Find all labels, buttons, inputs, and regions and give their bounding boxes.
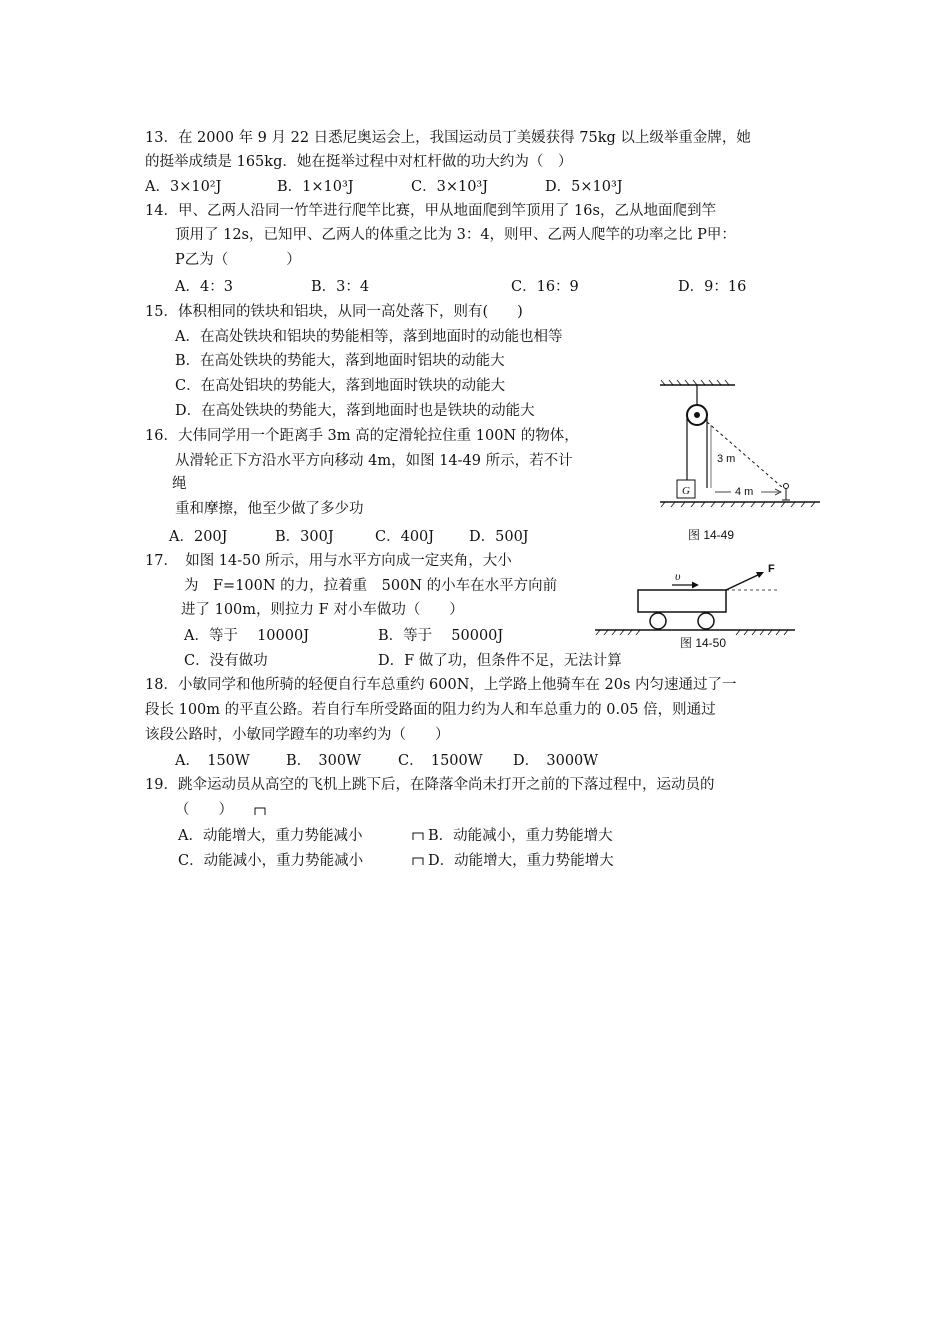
q18-option-a: A． 150W: [175, 753, 250, 769]
q17-option-d: D．F 做了功，但条件不足，无法计算: [378, 653, 622, 669]
q18-stem-line3: 该段公路时，小敏同学蹬车的功率约为（ ）: [145, 727, 450, 743]
q14-stem-line3: P乙为（ ）: [175, 252, 301, 268]
q13-stem-line1: 13．在 2000 年 9 月 22 日悉尼奥运会上，我国运动员丁美媛获得 75kg 以上级举重金牌，她: [145, 130, 751, 146]
q15-option-c: C．在高处铝块的势能大，落到地面时铁块的动能大: [175, 378, 506, 394]
q17-stem-line3: 进了 100m，则拉力 F 对小车做功（ ）: [181, 602, 464, 618]
q17-stem-line2: 为 F=100N 的力，拉着重 500N 的小车在水平方向前: [184, 578, 558, 594]
q15-option-b: B．在高处铁块的势能大，落到地面时铝块的动能大: [175, 353, 505, 369]
q14-option-c: C．16：9: [511, 279, 579, 295]
figure-14-50-caption: 图 14-50: [680, 636, 727, 650]
q13-stem-line2: 的挺举成绩是 165kg．她在挺举过程中对杠杆做的功大约为（ ）: [145, 154, 573, 170]
anchor-mark: [412, 856, 424, 866]
q19-option-a: A．动能增大，重力势能减小: [178, 828, 363, 844]
q17-option-a: A．等于 10000J: [184, 628, 310, 644]
q15-option-d: D．在高处铁块的势能大，落到地面时也是铁块的动能大: [175, 403, 535, 419]
cart-figure: [590, 560, 800, 640]
q17-stem-line1: 17． 如图 14-50 所示，用与水平方向成一定夹角，大小: [145, 553, 512, 569]
q15-option-a: A．在高处铁块和铝块的势能相等，落到地面时的动能也相等: [175, 329, 563, 345]
q16-stem-line2: 从滑轮正下方沿水平方向移动 4m，如图 14-49 所示，若不计: [175, 453, 573, 469]
q18-stem-line2: 段长 100m 的平直公路。若自行车所受路面的阻力约为人和车总重力的 0.05 倍，则通过: [145, 702, 716, 718]
q14-stem-line1: 14．甲、乙两人沿同一竹竿进行爬竿比赛，甲从地面爬到竿顶用了 16s，乙从地面爬到竿: [145, 203, 716, 219]
q18-option-c: C． 1500W: [398, 753, 483, 769]
anchor-mark: [412, 831, 424, 841]
q18-option-b: B． 300W: [286, 753, 361, 769]
velocity-label: υ: [675, 569, 681, 583]
q14-option-a: A．4：3: [175, 279, 233, 295]
q16-stem-line3: 绳: [172, 476, 187, 492]
q19-option-b: B．动能减小，重力势能增大: [428, 828, 613, 844]
q16-stem-line4: 重和摩擦，他至少做了多少功: [175, 501, 364, 517]
q13-option-d: D．5×10³J: [545, 179, 623, 195]
q19-stem-line2: （ ）: [175, 802, 233, 818]
q18-stem-line1: 18．小敏同学和他所骑的轻便自行车总重约 600N，上学路上他骑车在 20s 内匀速通过了一: [145, 677, 737, 693]
distance-4m-label: 4 m: [735, 486, 754, 498]
q17-option-b: B．等于 50000J: [378, 628, 504, 644]
q17-option-c: C．没有做功: [184, 653, 268, 669]
q15-stem: 15．体积相同的铁块和铝块，从同一高处落下，则有( ): [145, 304, 523, 320]
q16-option-a: A．200J: [169, 529, 228, 545]
anchor-mark: [254, 806, 266, 816]
q13-option-c: C．3×10³J: [411, 179, 489, 195]
q19-stem-line1: 19．跳伞运动员从高空的飞机上跳下后，在降落伞尚未打开之前的下落过程中，运动员的: [145, 777, 715, 793]
q13-option-b: B．1×10³J: [277, 179, 354, 195]
q14-option-d: D．9：16: [678, 279, 747, 295]
q16-option-b: B．300J: [275, 529, 334, 545]
q16-option-c: C．400J: [375, 529, 435, 545]
height-3m-label: 3 m: [717, 453, 736, 465]
pulley-figure: [655, 380, 830, 520]
figure-14-49-caption: 图 14-49: [688, 528, 735, 542]
q19-option-d: D．动能增大，重力势能增大: [428, 853, 614, 869]
block-g-label: G: [682, 485, 690, 497]
force-f-label: F: [768, 563, 775, 575]
q13-option-a: A．3×10²J: [145, 179, 222, 195]
q14-stem-line2: 顶用了 12s，已知甲、乙两人的体重之比为 3：4，则甲、乙两人爬竿的功率之比 P甲：: [175, 227, 736, 243]
q16-stem-line1: 16．大伟同学用一个距离手 3m 高的定滑轮拉住重 100N 的物体，: [145, 428, 579, 444]
q18-option-d: D． 3000W: [513, 753, 599, 769]
q19-option-c: C．动能减小，重力势能减小: [178, 853, 364, 869]
q16-option-d: D．500J: [469, 529, 529, 545]
q14-option-b: B．3：4: [311, 279, 370, 295]
